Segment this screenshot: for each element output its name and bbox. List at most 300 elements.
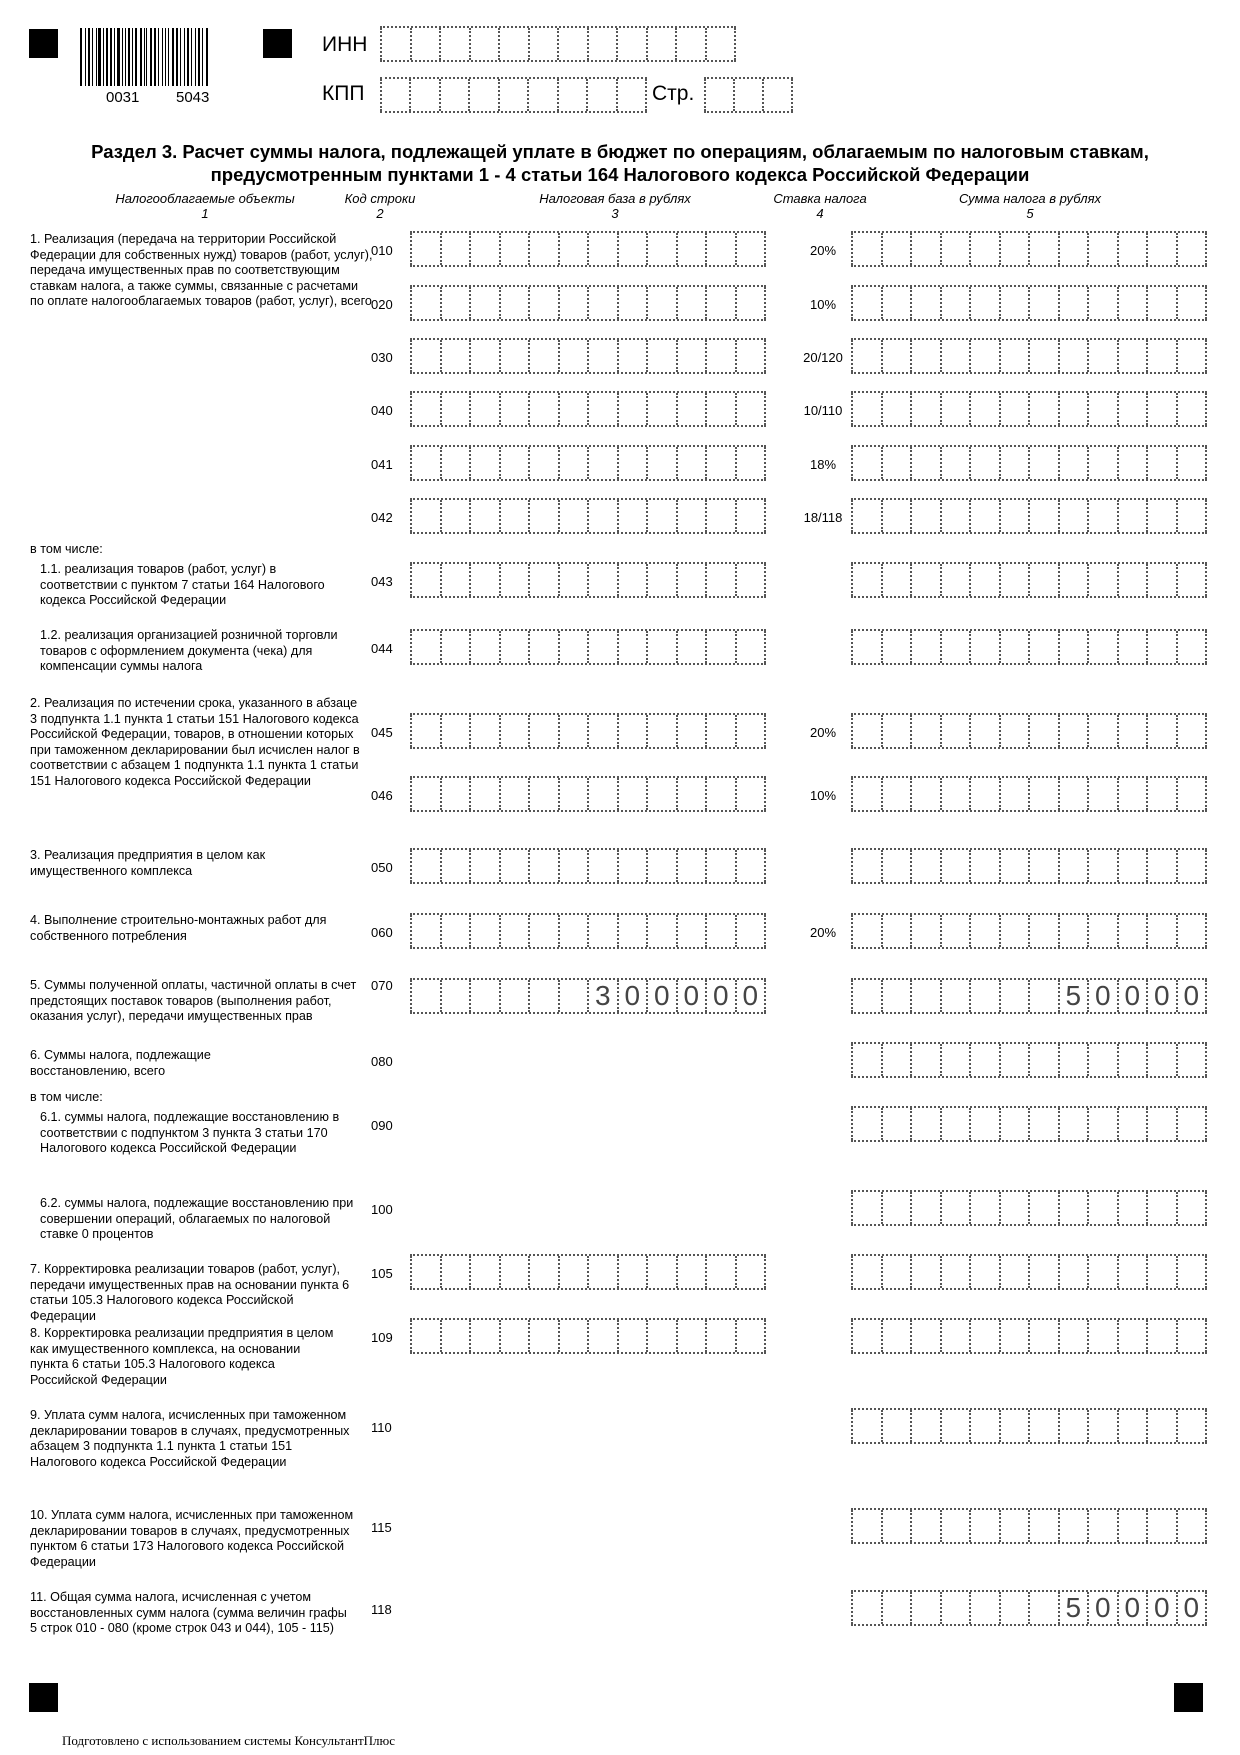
digit-cell — [735, 287, 767, 319]
digit-cell — [1117, 1192, 1147, 1224]
inn-field[interactable] — [380, 26, 736, 62]
digit-cell — [1176, 1410, 1208, 1442]
digit-cell — [1028, 778, 1058, 810]
digit-cell — [469, 28, 499, 60]
digit-cell — [940, 1256, 970, 1288]
digit-cell — [1117, 1044, 1147, 1076]
tax-amount-field-070[interactable] — [851, 978, 1207, 1014]
digit-cell — [410, 915, 440, 947]
tax-base-field-043[interactable] — [410, 562, 766, 598]
digit-cell — [705, 564, 735, 596]
digit-cell — [528, 233, 558, 265]
tax-amount-field-045[interactable] — [851, 713, 1207, 749]
digit-cell — [735, 778, 767, 810]
tax-amount-field-046[interactable] — [851, 776, 1207, 812]
digit-cell — [410, 500, 440, 532]
tax-base-field-020[interactable] — [410, 285, 766, 321]
row-code-043: 043 — [371, 574, 393, 589]
digit-cell — [499, 447, 529, 479]
barcode-bar — [135, 28, 137, 86]
digit-cell — [851, 233, 881, 265]
digit-cell — [1117, 915, 1147, 947]
row-code-105: 105 — [371, 1266, 393, 1281]
desc-line-11: 11. Общая сумма налога, исчисленная с учетом восстановленных сумм налога (сумма величин графы 5 строк 010 - 080 (кроме строк 043 и 044), 105 - 115) — [30, 1590, 347, 1635]
digit-cell — [851, 1592, 881, 1624]
desc-line-4: 4. Выполнение строительно-монтажных работ для собственного потребления — [30, 913, 327, 943]
digit-cell — [940, 1108, 970, 1140]
digit-cell — [881, 393, 911, 425]
corner-marker-bottom-left — [29, 1683, 58, 1712]
digit-cell — [528, 500, 558, 532]
tax-amount-field-105[interactable] — [851, 1254, 1207, 1290]
column-name: Сумма налога в рублях — [958, 191, 1102, 206]
digit-cell — [1028, 980, 1058, 1012]
tax-base-field-010[interactable] — [410, 231, 766, 267]
digit-cell — [469, 850, 499, 882]
digit-cell — [762, 79, 793, 111]
digit-cell — [558, 340, 588, 372]
barcode-bar — [180, 28, 181, 86]
digit-cell: 0 — [1176, 980, 1208, 1012]
digit-cell — [1028, 500, 1058, 532]
digit-cell — [440, 1320, 470, 1352]
digit-cell — [1058, 1410, 1088, 1442]
kpp-field[interactable] — [380, 77, 647, 113]
barcode-number-right: 5043 — [176, 89, 210, 106]
digit-cell — [558, 980, 588, 1012]
digit-cell: 0 — [1117, 980, 1147, 1012]
digit-cell — [999, 500, 1029, 532]
row-code-046: 046 — [371, 788, 393, 803]
digit-cell — [617, 915, 647, 947]
tax-base-field-060[interactable] — [410, 913, 766, 949]
digit-cell — [1028, 1510, 1058, 1542]
digit-cell — [1146, 564, 1176, 596]
digit-cell — [557, 79, 586, 111]
digit-cell — [733, 79, 762, 111]
page-label: Стр. — [652, 82, 695, 105]
digit-cell — [1058, 500, 1088, 532]
digit-cell — [910, 500, 940, 532]
barcode-bar — [125, 28, 126, 86]
digit-cell — [1028, 1410, 1058, 1442]
barcode-number-left: 0031 — [106, 89, 140, 106]
digit-cell — [1028, 631, 1058, 663]
digit-cell — [705, 850, 735, 882]
tax-base-field-109[interactable] — [410, 1318, 766, 1354]
digit-cell — [851, 980, 881, 1012]
row-code-109: 109 — [371, 1330, 393, 1345]
tax-amount-field-090[interactable] — [851, 1106, 1207, 1142]
tax-amount-field-020[interactable] — [851, 285, 1207, 321]
digit-cell — [558, 1320, 588, 1352]
digit-cell — [1146, 1410, 1176, 1442]
digit-cell — [1028, 447, 1058, 479]
row-code-070: 070 — [371, 978, 393, 993]
digit-cell — [1176, 340, 1208, 372]
digit-cell — [1176, 715, 1208, 747]
barcode-bar — [202, 28, 203, 86]
digit-cell — [558, 233, 588, 265]
digit-cell — [881, 1410, 911, 1442]
row-code-044: 044 — [371, 641, 393, 656]
tax-amount-field-118[interactable] — [851, 1590, 1207, 1626]
digit-cell — [1087, 500, 1117, 532]
digit-cell — [439, 79, 468, 111]
digit-cell — [1146, 500, 1176, 532]
digit-cell — [528, 778, 558, 810]
column-name: Код строки — [344, 191, 416, 206]
digit-cell — [940, 1510, 970, 1542]
tax-base-field-045[interactable] — [410, 713, 766, 749]
digit-cell — [881, 1256, 911, 1288]
digit-cell — [1146, 1192, 1176, 1224]
digit-cell — [469, 233, 499, 265]
digit-cell — [704, 79, 733, 111]
digit-cell — [881, 1320, 911, 1352]
digit-cell — [881, 500, 911, 532]
digit-cell — [940, 915, 970, 947]
tax-rate-020: 10% — [809, 297, 837, 312]
digit-cell — [881, 1108, 911, 1140]
digit-cell — [1058, 447, 1088, 479]
digit-cell — [1087, 1108, 1117, 1140]
digit-cell — [587, 1256, 617, 1288]
digit-cell — [999, 287, 1029, 319]
digit-cell — [999, 850, 1029, 882]
corner-marker-top-left — [29, 29, 58, 58]
digit-cell — [1176, 447, 1208, 479]
page-number-field[interactable] — [704, 77, 793, 113]
digit-cell — [676, 447, 706, 479]
tax-base-field-070[interactable] — [410, 978, 766, 1014]
digit-cell — [528, 715, 558, 747]
digit-cell — [587, 564, 617, 596]
tax-amount-field-010[interactable] — [851, 231, 1207, 267]
digit-cell — [999, 1592, 1029, 1624]
digit-cell — [440, 564, 470, 596]
corner-marker-top-right — [263, 29, 292, 58]
digit-cell — [1117, 850, 1147, 882]
digit-cell — [881, 447, 911, 479]
digit-cell — [528, 631, 558, 663]
digit-cell — [881, 850, 911, 882]
digit-cell — [940, 778, 970, 810]
digit-cell — [1176, 778, 1208, 810]
digit-cell — [1176, 500, 1208, 532]
digit-cell: 0 — [1087, 1592, 1117, 1624]
barcode-bar — [150, 28, 152, 86]
tax-base-field-041[interactable] — [410, 445, 766, 481]
digit-cell — [1146, 1108, 1176, 1140]
digit-cell — [910, 850, 940, 882]
digit-cell — [851, 1510, 881, 1542]
digit-cell — [999, 447, 1029, 479]
row-code-040: 040 — [371, 403, 393, 418]
digit-cell — [1058, 715, 1088, 747]
tax-amount-field-080[interactable] — [851, 1042, 1207, 1078]
desc-line-10: 10. Уплата сумм налога, исчисленных при таможенном декларировании товаров в случаях, предусмотренных пунктом 6 статьи 173 Налогового кодекса Российской Федерации — [30, 1508, 354, 1569]
digit-cell — [1028, 1320, 1058, 1352]
column-name: Налогооблагаемые объекты — [115, 191, 295, 206]
digit-cell — [735, 393, 767, 425]
digit-cell — [499, 1256, 529, 1288]
digit-cell — [969, 1510, 999, 1542]
column-header-tax — [930, 191, 1130, 221]
digit-cell — [617, 447, 647, 479]
tax-base-field-105[interactable] — [410, 1254, 766, 1290]
tax-amount-field-050[interactable] — [851, 848, 1207, 884]
digit-cell — [940, 1044, 970, 1076]
digit-cell — [558, 715, 588, 747]
digit-cell — [735, 340, 767, 372]
digit-cell — [969, 393, 999, 425]
digit-cell — [1058, 287, 1088, 319]
digit-cell — [676, 564, 706, 596]
column-number: 2 — [376, 206, 384, 221]
digit-cell — [881, 287, 911, 319]
digit-cell — [1087, 1510, 1117, 1542]
tax-amount-field-110[interactable] — [851, 1408, 1207, 1444]
digit-cell: 0 — [617, 980, 647, 1012]
digit-cell — [999, 1320, 1029, 1352]
digit-cell — [940, 233, 970, 265]
tax-amount-field-040[interactable] — [851, 391, 1207, 427]
digit-cell — [528, 447, 558, 479]
digit-cell — [1117, 1320, 1147, 1352]
digit-cell — [469, 631, 499, 663]
digit-cell — [881, 1510, 911, 1542]
digit-cell — [851, 915, 881, 947]
digit-cell — [1176, 1510, 1208, 1542]
digit-cell — [1058, 340, 1088, 372]
digit-cell — [1117, 778, 1147, 810]
barcode-bar — [172, 28, 174, 86]
tax-amount-field-041[interactable] — [851, 445, 1207, 481]
digit-cell — [969, 287, 999, 319]
digit-cell — [410, 1320, 440, 1352]
digit-cell — [999, 778, 1029, 810]
digit-cell — [940, 631, 970, 663]
digit-cell — [499, 715, 529, 747]
digit-cell — [705, 287, 735, 319]
digit-cell — [969, 447, 999, 479]
digit-cell — [999, 915, 1029, 947]
column-header-base — [470, 191, 760, 221]
digit-cell — [527, 79, 556, 111]
digit-cell — [1176, 631, 1208, 663]
footer-note: Подготовлено с использованием системы КонсультантПлюс — [62, 1733, 396, 1748]
tax-rate-041: 18% — [809, 457, 837, 472]
digit-cell — [1028, 915, 1058, 947]
digit-cell — [910, 233, 940, 265]
digit-cell — [735, 447, 767, 479]
digit-cell — [1176, 1192, 1208, 1224]
digit-cell — [528, 340, 558, 372]
digit-cell — [410, 1256, 440, 1288]
digit-cell — [469, 340, 499, 372]
digit-cell — [851, 340, 881, 372]
digit-cell — [469, 1320, 499, 1352]
tax-base-field-040[interactable] — [410, 391, 766, 427]
tax-amount-field-042[interactable] — [851, 498, 1207, 534]
digit-cell — [646, 1320, 676, 1352]
digit-cell — [1176, 915, 1208, 947]
digit-cell — [646, 915, 676, 947]
digit-cell — [528, 1256, 558, 1288]
digit-cell: 0 — [676, 980, 706, 1012]
digit-cell — [999, 1044, 1029, 1076]
digit-cell — [1087, 1044, 1117, 1076]
digit-cell — [616, 79, 647, 111]
digit-cell — [1176, 393, 1208, 425]
barcode-bar — [106, 28, 108, 86]
tax-amount-field-100[interactable] — [851, 1190, 1207, 1226]
digit-cell — [498, 79, 527, 111]
digit-cell — [940, 393, 970, 425]
tax-amount-field-030[interactable] — [851, 338, 1207, 374]
digit-cell — [969, 1320, 999, 1352]
digit-cell — [735, 233, 767, 265]
digit-cell — [735, 1256, 767, 1288]
digit-cell — [617, 631, 647, 663]
digit-cell — [587, 500, 617, 532]
digit-cell — [1087, 850, 1117, 882]
digit-cell — [587, 28, 617, 60]
digit-cell — [969, 850, 999, 882]
digit-cell — [440, 715, 470, 747]
barcode-bar — [122, 28, 123, 86]
tax-amount-field-115[interactable] — [851, 1508, 1207, 1544]
tax-rate-046: 10% — [809, 788, 837, 803]
digit-cell — [851, 287, 881, 319]
digit-cell — [1146, 1510, 1176, 1542]
digit-cell — [851, 850, 881, 882]
digit-cell — [469, 393, 499, 425]
barcode-bar — [85, 28, 86, 86]
digit-cell — [969, 1044, 999, 1076]
digit-cell — [999, 715, 1029, 747]
digit-cell — [498, 28, 528, 60]
digit-cell — [705, 1320, 735, 1352]
digit-cell — [558, 850, 588, 882]
tax-amount-field-109[interactable] — [851, 1318, 1207, 1354]
digit-cell — [499, 287, 529, 319]
digit-cell — [528, 915, 558, 947]
digit-cell — [1058, 393, 1088, 425]
digit-cell — [1117, 500, 1147, 532]
digit-cell — [1087, 233, 1117, 265]
row-code-090: 090 — [371, 1118, 393, 1133]
row-code-100: 100 — [371, 1202, 393, 1217]
digit-cell — [705, 778, 735, 810]
barcode-bar — [165, 28, 167, 86]
digit-cell — [1058, 1510, 1088, 1542]
digit-cell — [1087, 564, 1117, 596]
column-name: Ставка налога — [773, 191, 867, 206]
digit-cell — [1058, 850, 1088, 882]
barcode-bar — [88, 28, 90, 86]
digit-cell — [676, 915, 706, 947]
digit-cell — [910, 1044, 940, 1076]
digit-cell: 5 — [1058, 1592, 1088, 1624]
digit-cell — [1146, 393, 1176, 425]
digit-cell — [587, 393, 617, 425]
digit-cell: 0 — [735, 980, 767, 1012]
barcode-bar — [154, 28, 156, 86]
desc-line-1: 1. Реализация (передача на территории Российской Федерации для собственных нужд) товаров (работ, услуг), передача имущественных прав по соответствующим ставкам налога, а также суммы, связанные с расчетами по оплате налогооблагаемых товаров (работ, услуг), всего — [30, 232, 373, 308]
digit-cell — [558, 915, 588, 947]
digit-cell — [969, 715, 999, 747]
digit-cell — [440, 915, 470, 947]
barcode-bar — [80, 28, 82, 86]
tax-base-field-044[interactable] — [410, 629, 766, 665]
digit-cell — [410, 564, 440, 596]
digit-cell — [440, 500, 470, 532]
digit-cell — [881, 980, 911, 1012]
digit-cell — [440, 340, 470, 372]
digit-cell — [587, 287, 617, 319]
tax-base-field-046[interactable] — [410, 776, 766, 812]
digit-cell — [469, 1256, 499, 1288]
desc-line-6-1: 6.1. суммы налога, подлежащие восстановлению в соответствии с подпунктом 3 пункта 3 статьи 170 Налогового кодекса Российской Федерации — [40, 1110, 340, 1155]
digit-cell — [499, 631, 529, 663]
digit-cell — [558, 393, 588, 425]
tax-amount-field-060[interactable] — [851, 913, 1207, 949]
digit-cell — [940, 500, 970, 532]
digit-cell — [558, 1256, 588, 1288]
row-code-020: 020 — [371, 297, 393, 312]
digit-cell — [1176, 564, 1208, 596]
digit-cell — [881, 564, 911, 596]
barcode-bar — [146, 28, 147, 86]
digit-cell — [1146, 850, 1176, 882]
barcode-bar — [103, 28, 104, 86]
digit-cell — [1087, 287, 1117, 319]
digit-cell — [851, 1410, 881, 1442]
digit-cell — [969, 1410, 999, 1442]
section-title: Раздел 3. Расчет суммы налога, подлежащей уплате в бюджет по операциям, облагаемым по налоговым ставкам, предусмотренным пунктами 1 - 4 статьи 164 Налогового кодекса Российской Федерации — [91, 141, 1149, 185]
digit-cell — [1028, 850, 1058, 882]
digit-cell — [999, 393, 1029, 425]
tax-amount-field-044[interactable] — [851, 629, 1207, 665]
tax-base-field-050[interactable] — [410, 848, 766, 884]
digit-cell — [1146, 631, 1176, 663]
digit-cell — [851, 1108, 881, 1140]
digit-cell — [735, 631, 767, 663]
digit-cell — [881, 1592, 911, 1624]
column-header-objects — [80, 191, 330, 221]
digit-cell — [410, 340, 440, 372]
tax-amount-field-043[interactable] — [851, 562, 1207, 598]
digit-cell — [587, 715, 617, 747]
digit-cell — [499, 980, 529, 1012]
digit-cell — [1058, 1256, 1088, 1288]
digit-cell — [851, 447, 881, 479]
digit-cell — [1087, 778, 1117, 810]
digit-cell — [1087, 1256, 1117, 1288]
digit-cell — [705, 28, 737, 60]
digit-cell — [587, 340, 617, 372]
digit-cell — [469, 915, 499, 947]
digit-cell — [1146, 340, 1176, 372]
tax-base-field-042[interactable] — [410, 498, 766, 534]
digit-cell — [499, 340, 529, 372]
tax-base-field-030[interactable] — [410, 338, 766, 374]
digit-cell — [1176, 850, 1208, 882]
digit-cell — [940, 1320, 970, 1352]
barcode-bar — [191, 28, 192, 86]
